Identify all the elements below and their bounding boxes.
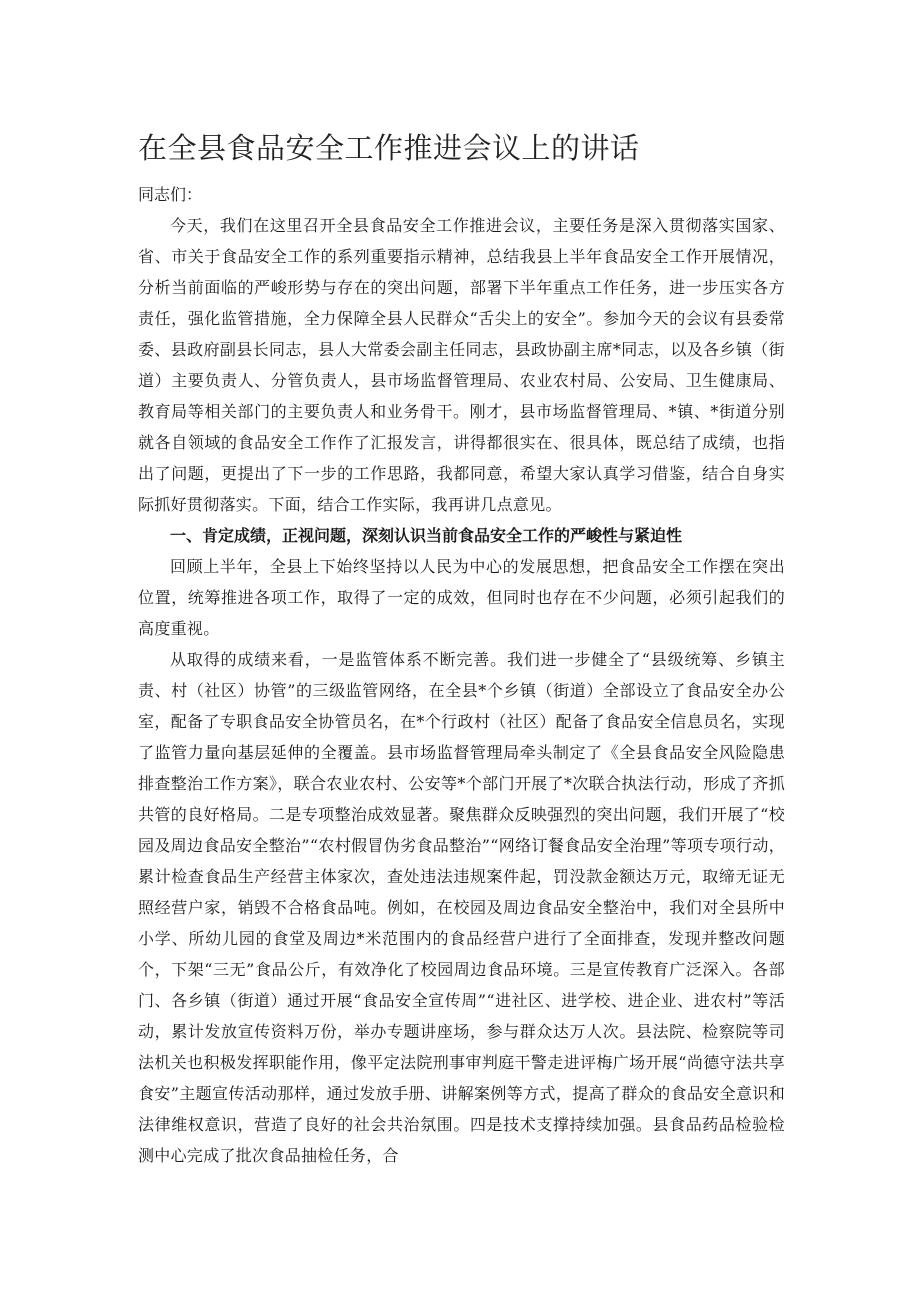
intro-paragraph: 今天，我们在这里召开全县食品安全工作推进会议，主要任务是深入贯彻落实国家、省、市关于食品安全工作的系列重要指示精神，总结我县上半年食品安全工作开展情况，分析当前面临的严峻形势与存在的突出问题，部署下半年重点工作任务，进一步压实各方责任，强化监管措施，全力保障全县人民群众“舌尖上的安全”。参加今天的会议有县委常委、县政府副县长同志，县人大常委会副主任同志，县政协副主席*同志，以及各乡镇（街道）主要负责人、分管负责人，县市场监督管理局、农业农村局、公安局、卫生健康局、教育局等相关部门的主要负责人和业务骨干。刚才，县市场监督管理局、*镇、*街道分别就各自领域的食品安全工作作了汇报发言，讲得都很实在、很具体，既总结了成绩，也指出了问题，更提出了下一步的工作思路，我都同意，希望大家认真学习借鉴，结合自身实际抓好贯彻落实。下面，结合工作实际，我再讲几点意见。 <box>138 216 785 514</box>
salutation: 同志们： <box>138 185 203 204</box>
section1-paragraph-1: 回顾上半年，全县上下始终坚持以人民为中心的发展思想，把食品安全工作摆在突出位置，统筹推进各项工作，取得了一定的成效，但同时也存在不少问题，必须引起我们的高度重视。 <box>138 557 785 638</box>
section1-paragraph-2: 从取得的成绩来看，一是监管体系不断完善。我们进一步健全了“县级统筹、乡镇主责、村（社区）协管”的三级监管网络，在全县*个乡镇（街道）全部设立了食品安全办公室，配备了专职食品安全协管员名，在*个行政村（社区）配备了食品安全信息员名，实现了监管力量向基层延伸的全覆盖。县市场监督管理局牵头制定了《全县食品安全风险隐患排查整治工作方案》，联合农业农村、公安等*个部门开展了*次联合执法行动，形成了齐抓共管的良好格局。二是专项整治成效显著。聚焦群众反映强烈的突出问题，我们开展了“校园及周边食品安全整治”“农村假冒伪劣食品整治”“网络订餐食品安全治理”等项专项行动，累计检查食品生产经营主体家次，查处违法违规案件起，罚没款金额达万元，取缔无证无照经营户家，销毁不合格食品吨。例如，在校园及周边食品安全整治中，我们对全县所中小学、所幼儿园的食堂及周边*米范围内的食品经营户进行了全面排查，发现并整改问题个，下架“三无”食品公斤，有效净化了校园周边食品环境。三是宣传教育广泛深入。各部门、各乡镇（街道）通过开展“食品安全宣传周”“进社区、进学校、进企业、进农村”等活动，累计发放宣传资料万份，举办专题讲座场，参与群众达万人次。县法院、检察院等司法机关也积极发挥职能作用，像平定法院刑事审判庭干警走进评梅广场开展“尚德守法共享食安”主题宣传活动那样，通过发放手册、讲解案例等方式，提高了群众的食品安全意识和法律维权意识，营造了良好的社会共治氛围。四是技术支撑持续加强。县食品药品检验检测中心完成了批次食品抽检任务，合 <box>138 650 785 1165</box>
document-title: 在全县食品安全工作推进会议上的讲话 <box>138 131 640 165</box>
section-heading-1: 一、肯定成绩，正视问题，深刻认识当前食品安全工作的严峻性与紧迫性 <box>170 526 683 545</box>
